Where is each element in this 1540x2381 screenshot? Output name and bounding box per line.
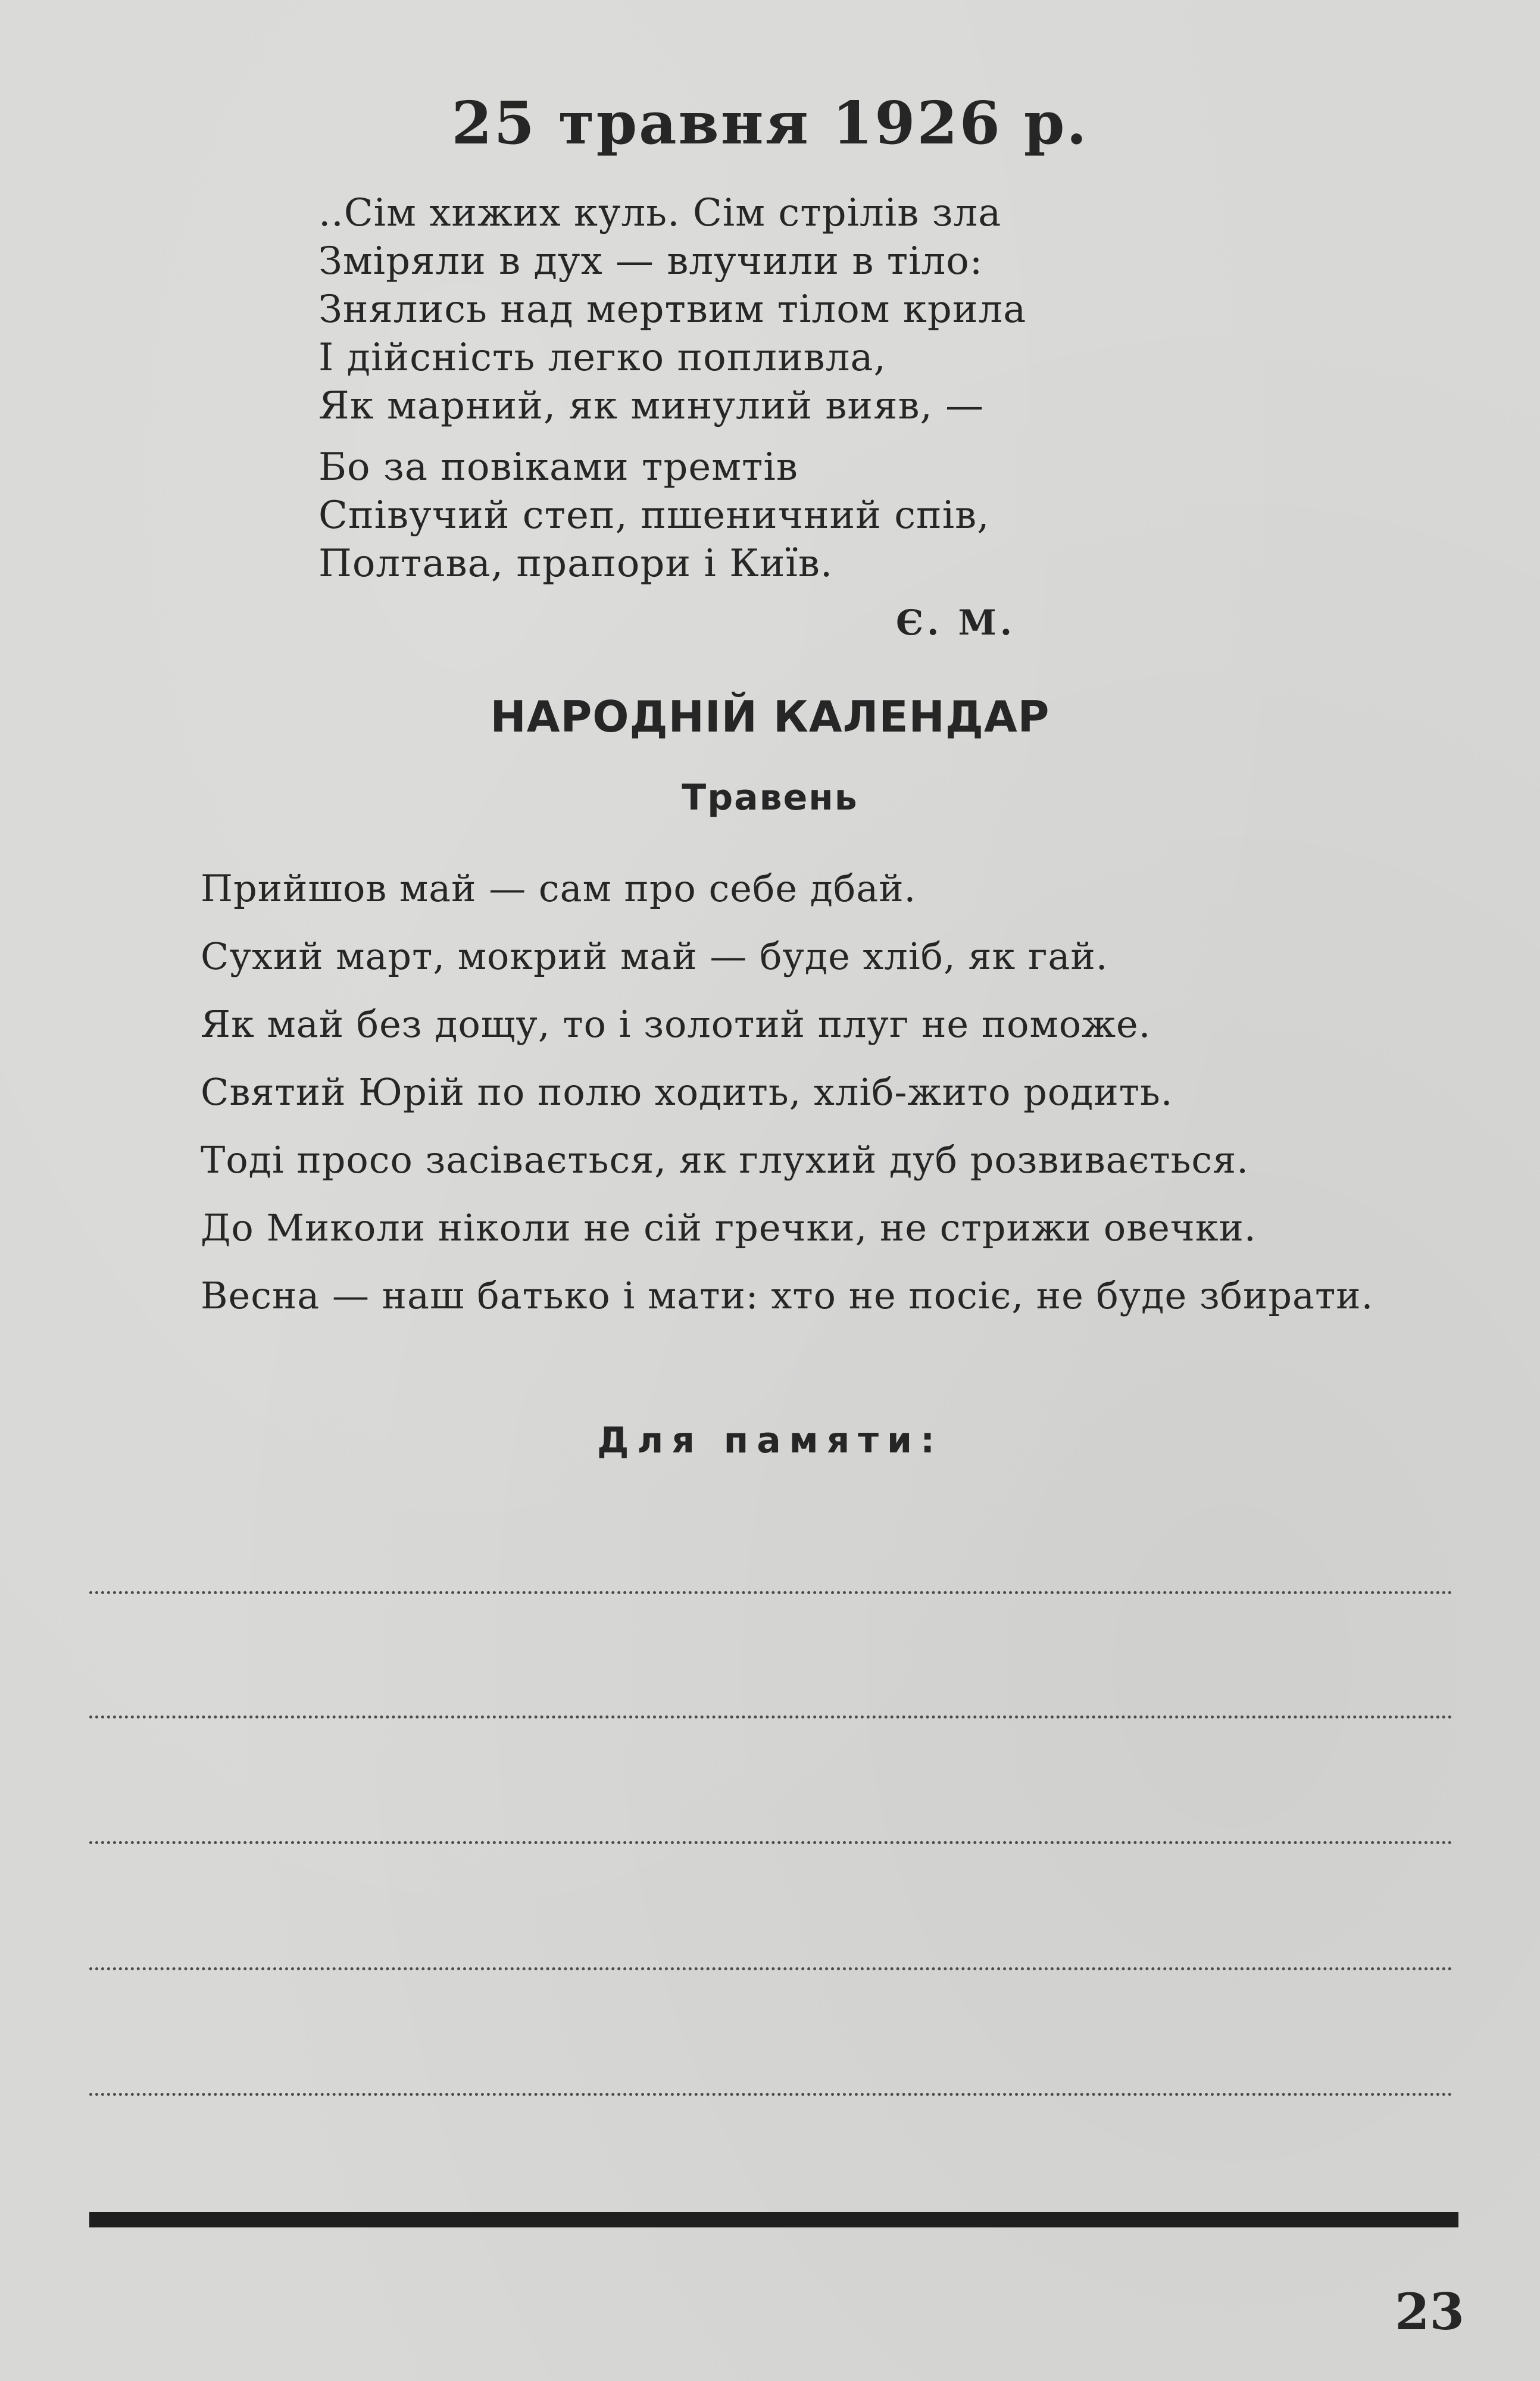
- bottom-rule: [89, 2212, 1458, 2227]
- saying-line: Прийшов май — сам про себе дбай.: [201, 867, 917, 910]
- poem-line: Бо за повіками тремтів: [318, 445, 798, 489]
- poem-line: І дійсність легко попливла,: [318, 336, 886, 380]
- saying-line: Як май без дощу, то і золотий плуг не поможе.: [201, 1002, 1151, 1046]
- calendar-sayings: [201, 855, 1463, 1330]
- note-line[interactable]: [89, 1716, 1452, 1718]
- poem-line: Співучий степ, пшеничний спів,: [318, 493, 990, 538]
- calendar-title: НАРОДНІЙ КАЛЕНДАР: [490, 692, 1050, 742]
- note-line[interactable]: [89, 1591, 1452, 1594]
- poem-line: ..Сім хижих куль. Сім стрілів зла: [318, 191, 1002, 235]
- saying-line: Сухий март, мокрий май — буде хліб, як гай.: [201, 935, 1108, 978]
- page-number: 23: [1395, 2282, 1464, 2341]
- saying-line: Тоді просо засівається, як глухий дуб розвивається.: [201, 1138, 1249, 1182]
- poem-line: Полтава, прапори і Київ.: [318, 542, 833, 586]
- saying-line: Весна — наш батько і мати: хто не посіє, не буде збирати.: [201, 1274, 1374, 1317]
- saying-line: Святий Юрій по полю ходить, хліб-жито родить.: [201, 1070, 1173, 1114]
- poem-signature: Є. М.: [896, 602, 1016, 643]
- date-heading: 25 травня 1926 р.: [451, 89, 1089, 158]
- poem-line: Зміряли в дух — влучили в тіло:: [318, 239, 983, 283]
- memo-label: Для памяти:: [596, 1420, 944, 1461]
- saying-line: До Миколи ніколи не сій гречки, не стрижи овечки.: [201, 1206, 1257, 1249]
- note-line[interactable]: [89, 1841, 1452, 1844]
- note-line[interactable]: [89, 2093, 1452, 2096]
- note-line[interactable]: [89, 1967, 1452, 1970]
- poem-line: Знялись над мертвим тілом крила: [318, 288, 1027, 332]
- stanza-gap: [318, 430, 1026, 443]
- calendar-month: Травень: [682, 777, 858, 818]
- poem: [318, 189, 1026, 588]
- poem-line: Як марний, як минулий вияв, —: [318, 384, 985, 428]
